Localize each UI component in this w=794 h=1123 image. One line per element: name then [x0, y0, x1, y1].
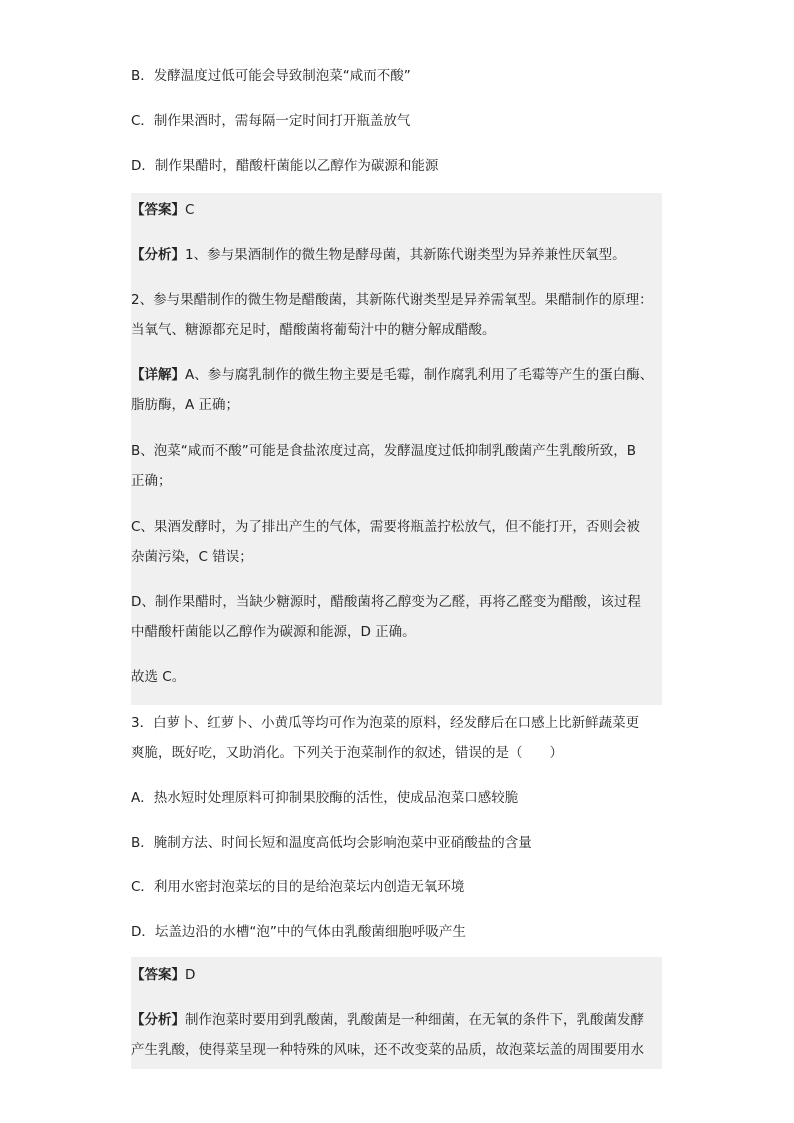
q2-detail-b-line-1: B、泡菜“咸而不酸”可能是食盐浓度过高，发酵温度过低抑制乳酸菌产生乳酸所致，B — [131, 443, 637, 459]
q2-detail-b-line-2: 正确； — [131, 473, 172, 489]
q2-option-d: D．制作果醋时，醋酸杆菌能以乙醇作为碳源和能源 — [131, 158, 439, 174]
q3-stem-line-2: 爽脆，既好吃，又助消化。下列关于泡菜制作的叙述，错误的是（ ） — [131, 745, 563, 761]
q2-answer — [131, 200, 194, 220]
q3-stem-line-1: 3．白萝卜、红萝卜、小黄瓜等均可作为泡菜的原料，经发酵后在口感上比新鲜蔬菜更 — [131, 715, 640, 731]
q2-detail-d-line-1: D、制作果醋时，当缺少糖源时，醋酸菌将乙醇变为乙醛，再将乙醛变为醋酸，该过程 — [131, 594, 641, 610]
answer-value: D — [185, 967, 196, 983]
q2-detail-d-line-2: 中醋酸杆菌能以乙醇作为碳源和能源，D 正确。 — [131, 624, 416, 640]
q2-detail-c-line-1: C、果酒发酵时，为了排出产生的气体，需要将瓶盖拧松放气，但不能打开，否则会被 — [131, 519, 640, 535]
detail-tag: 【详解】 — [131, 367, 185, 383]
analysis-text: 1、参与果酒制作的微生物是酵母菌，其新陈代谢类型为异养兼性厌氧型。 — [185, 247, 626, 263]
q3-analysis-line-2: 产生乳酸，使得菜呈现一种特殊的风味，还不改变菜的品质，故泡菜坛盖的周围要用水 — [131, 1042, 644, 1058]
q2-option-b: B．发酵温度过低可能会导致制泡菜“咸而不酸” — [131, 68, 411, 84]
q3-answer — [131, 965, 195, 985]
q3-option-d: D．坛盖边沿的水槽“泡”中的气体由乳酸菌细胞呼吸产生 — [131, 924, 466, 940]
q2-option-c: C．制作果酒时，需每隔一定时间打开瓶盖放气 — [131, 113, 411, 129]
analysis-tag: 【分析】 — [131, 1012, 185, 1028]
q2-detail-a-line-1 — [131, 365, 653, 385]
q2-conclusion: 故选 C。 — [131, 669, 186, 685]
analysis-tag: 【分析】 — [131, 247, 185, 263]
q2-detail-a-line-2: 脂肪酶，A 正确； — [131, 397, 240, 413]
q2-analysis-line-1 — [131, 245, 626, 265]
answer-tag: 【答案】 — [131, 202, 185, 218]
q3-option-a: A．热水短时处理原料可抑制果胶酶的活性，使成品泡菜口感较脆 — [131, 790, 519, 806]
answer-tag: 【答案】 — [131, 967, 185, 983]
detail-text: A、参与腐乳制作的微生物主要是毛霉，制作腐乳利用了毛霉等产生的蛋白酶、 — [185, 367, 654, 383]
q3-option-b: B．腌制方法、时间长短和温度高低均会影响泡菜中亚硝酸盐的含量 — [131, 835, 532, 851]
answer-value: C — [185, 202, 195, 218]
q3-analysis-line-1 — [131, 1010, 644, 1030]
q2-analysis-line-3: 当氧气、糖源都充足时，醋酸菌将葡萄汁中的糖分解成醋酸。 — [131, 322, 496, 338]
q3-option-c: C．利用水密封泡菜坛的目的是给泡菜坛内创造无氧环境 — [131, 879, 465, 895]
q2-detail-c-line-2: 杂菌污染，C 错误； — [131, 549, 253, 565]
q2-analysis-line-2: 2、参与果醋制作的微生物是醋酸菌，其新陈代谢类型是异养需氧型。果醋制作的原理： — [131, 292, 653, 308]
analysis-text: 制作泡菜时要用到乳酸菌，乳酸菌是一种细菌，在无氧的条件下，乳酸菌发酵 — [185, 1012, 644, 1028]
